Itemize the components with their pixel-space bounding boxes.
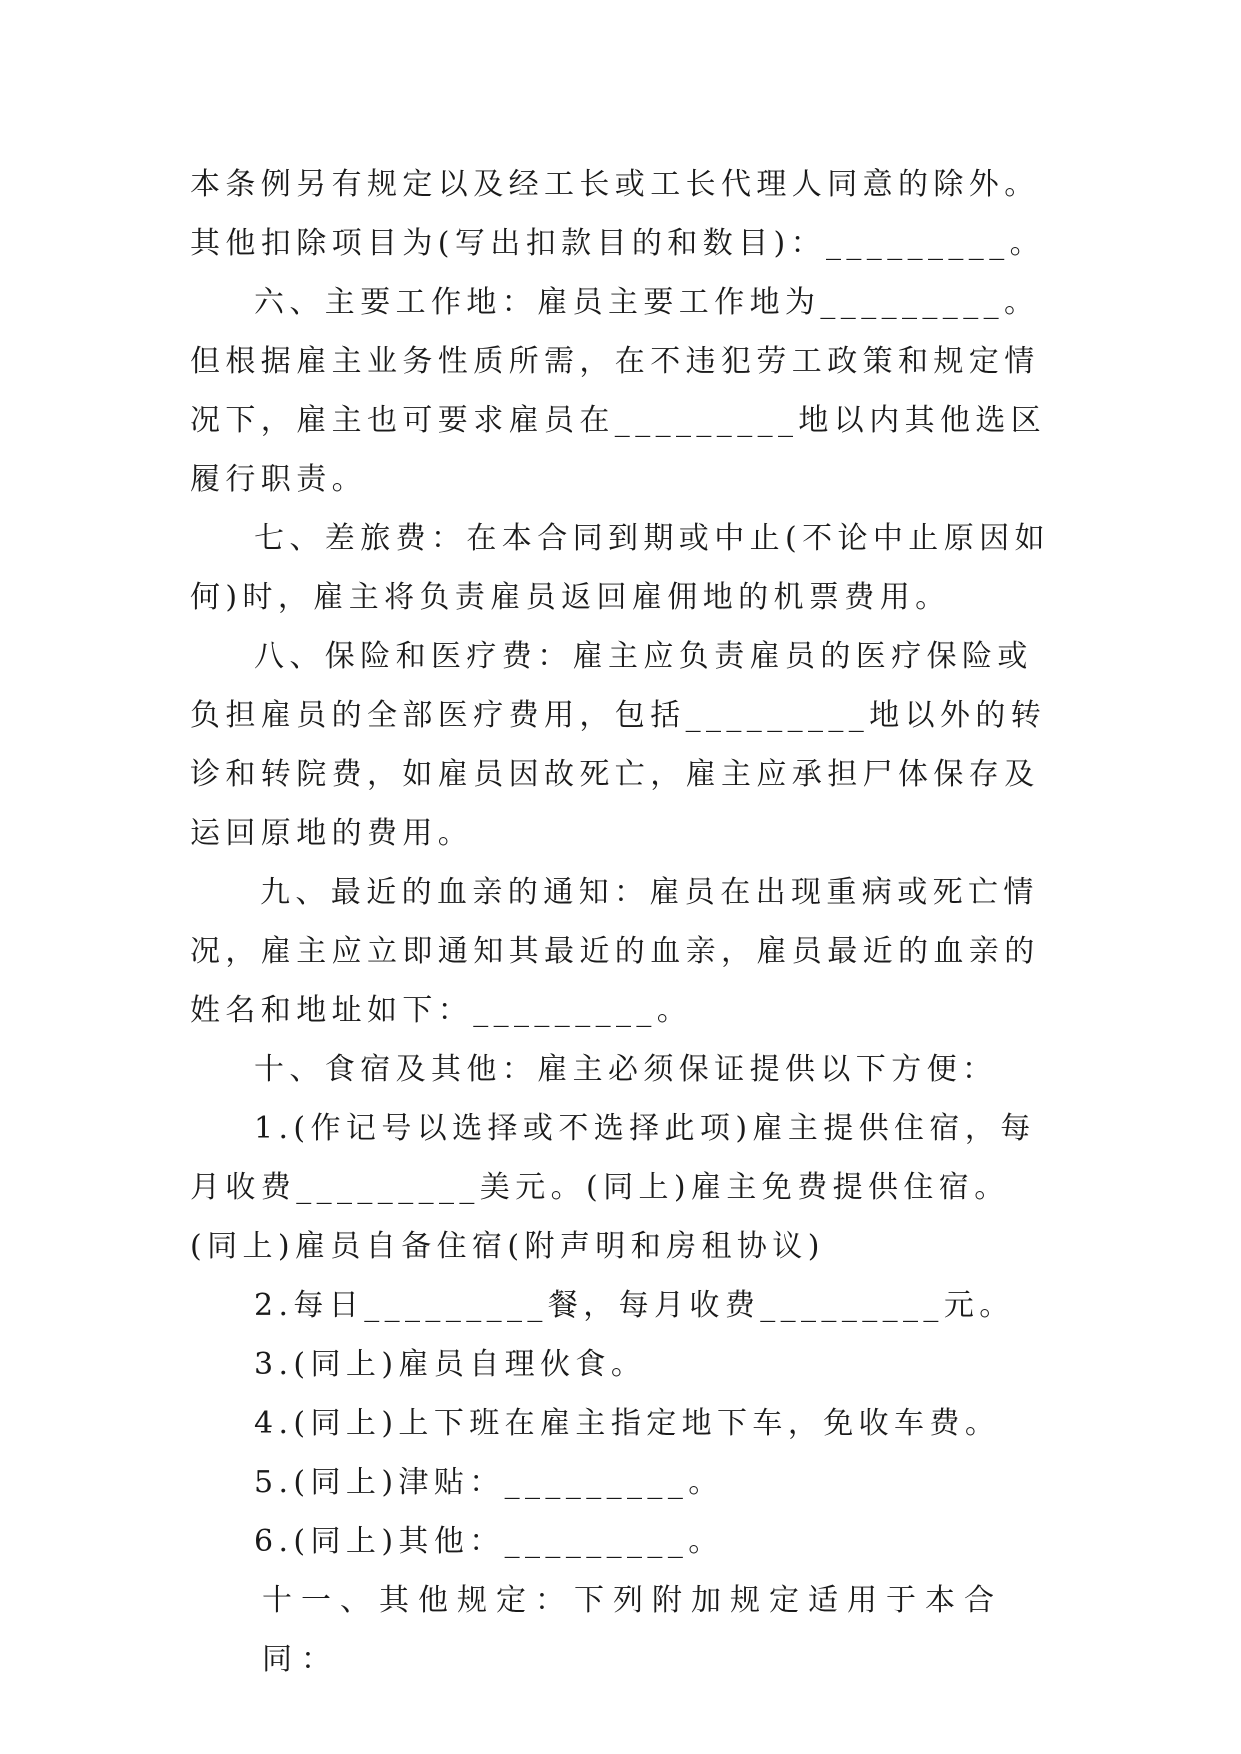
paragraph-board-lodging: 十、食宿及其他：雇主必须保证提供以下方便： xyxy=(254,1052,998,1087)
paragraph-deductions: 本条例另有规定以及经工长或工长代理人同意的除外。其他扣除项目为(写出扣款目的和数目)：_________。 xyxy=(190,167,1046,261)
list-item-transport: 4.(同上)上下班在雇主指定地下车，免收车费。 xyxy=(254,1406,1001,1441)
paragraph-other-provisions: 十一、其他规定：下列附加规定适用于本合同： xyxy=(262,1583,1003,1677)
list-item-self-catering: 3.(同上)雇员自理伙食。 xyxy=(254,1347,647,1382)
paragraph-insurance-medical: 八、保险和医疗费：雇主应负责雇员的医疗保险或负担雇员的全部医疗费用，包括_________地以外的转诊和转院费，如雇员因故死亡，雇主应承担尸体保存及运回原地的费用。 xyxy=(190,639,1047,851)
paragraph-work-location: 六、主要工作地：雇员主要工作地为_________。但根据雇主业务性质所需，在不违犯劳工政策和规定情况下，雇主也可要求雇员在_________地以内其他选区履行职责。 xyxy=(190,285,1047,497)
list-item-other: 6.(同上)其他：_________。 xyxy=(254,1524,724,1559)
paragraph-next-of-kin: 九、最近的血亲的通知：雇员在出现重病或死亡情况，雇主应立即通知其最近的血亲，雇员最近的血亲的姓名和地址如下：_________。 xyxy=(190,875,1040,1028)
paragraph-travel-expenses: 七、差旅费：在本合同到期或中止(不论中止原因如何)时，雇主将负责雇员返回雇佣地的机票费用。 xyxy=(190,521,1050,615)
list-item-allowance: 5.(同上)津贴：_________。 xyxy=(254,1465,724,1500)
document-body xyxy=(190,155,1050,1689)
list-item-lodging: 1.(作记号以选择或不选择此项)雇主提供住宿，每月收费_________美元。(同上)雇主免费提供住宿。(同上)雇员自备住宿(附声明和房租协议) xyxy=(190,1111,1036,1264)
list-item-meals: 2.每日_________餐，每月收费_________元。 xyxy=(254,1288,1015,1323)
